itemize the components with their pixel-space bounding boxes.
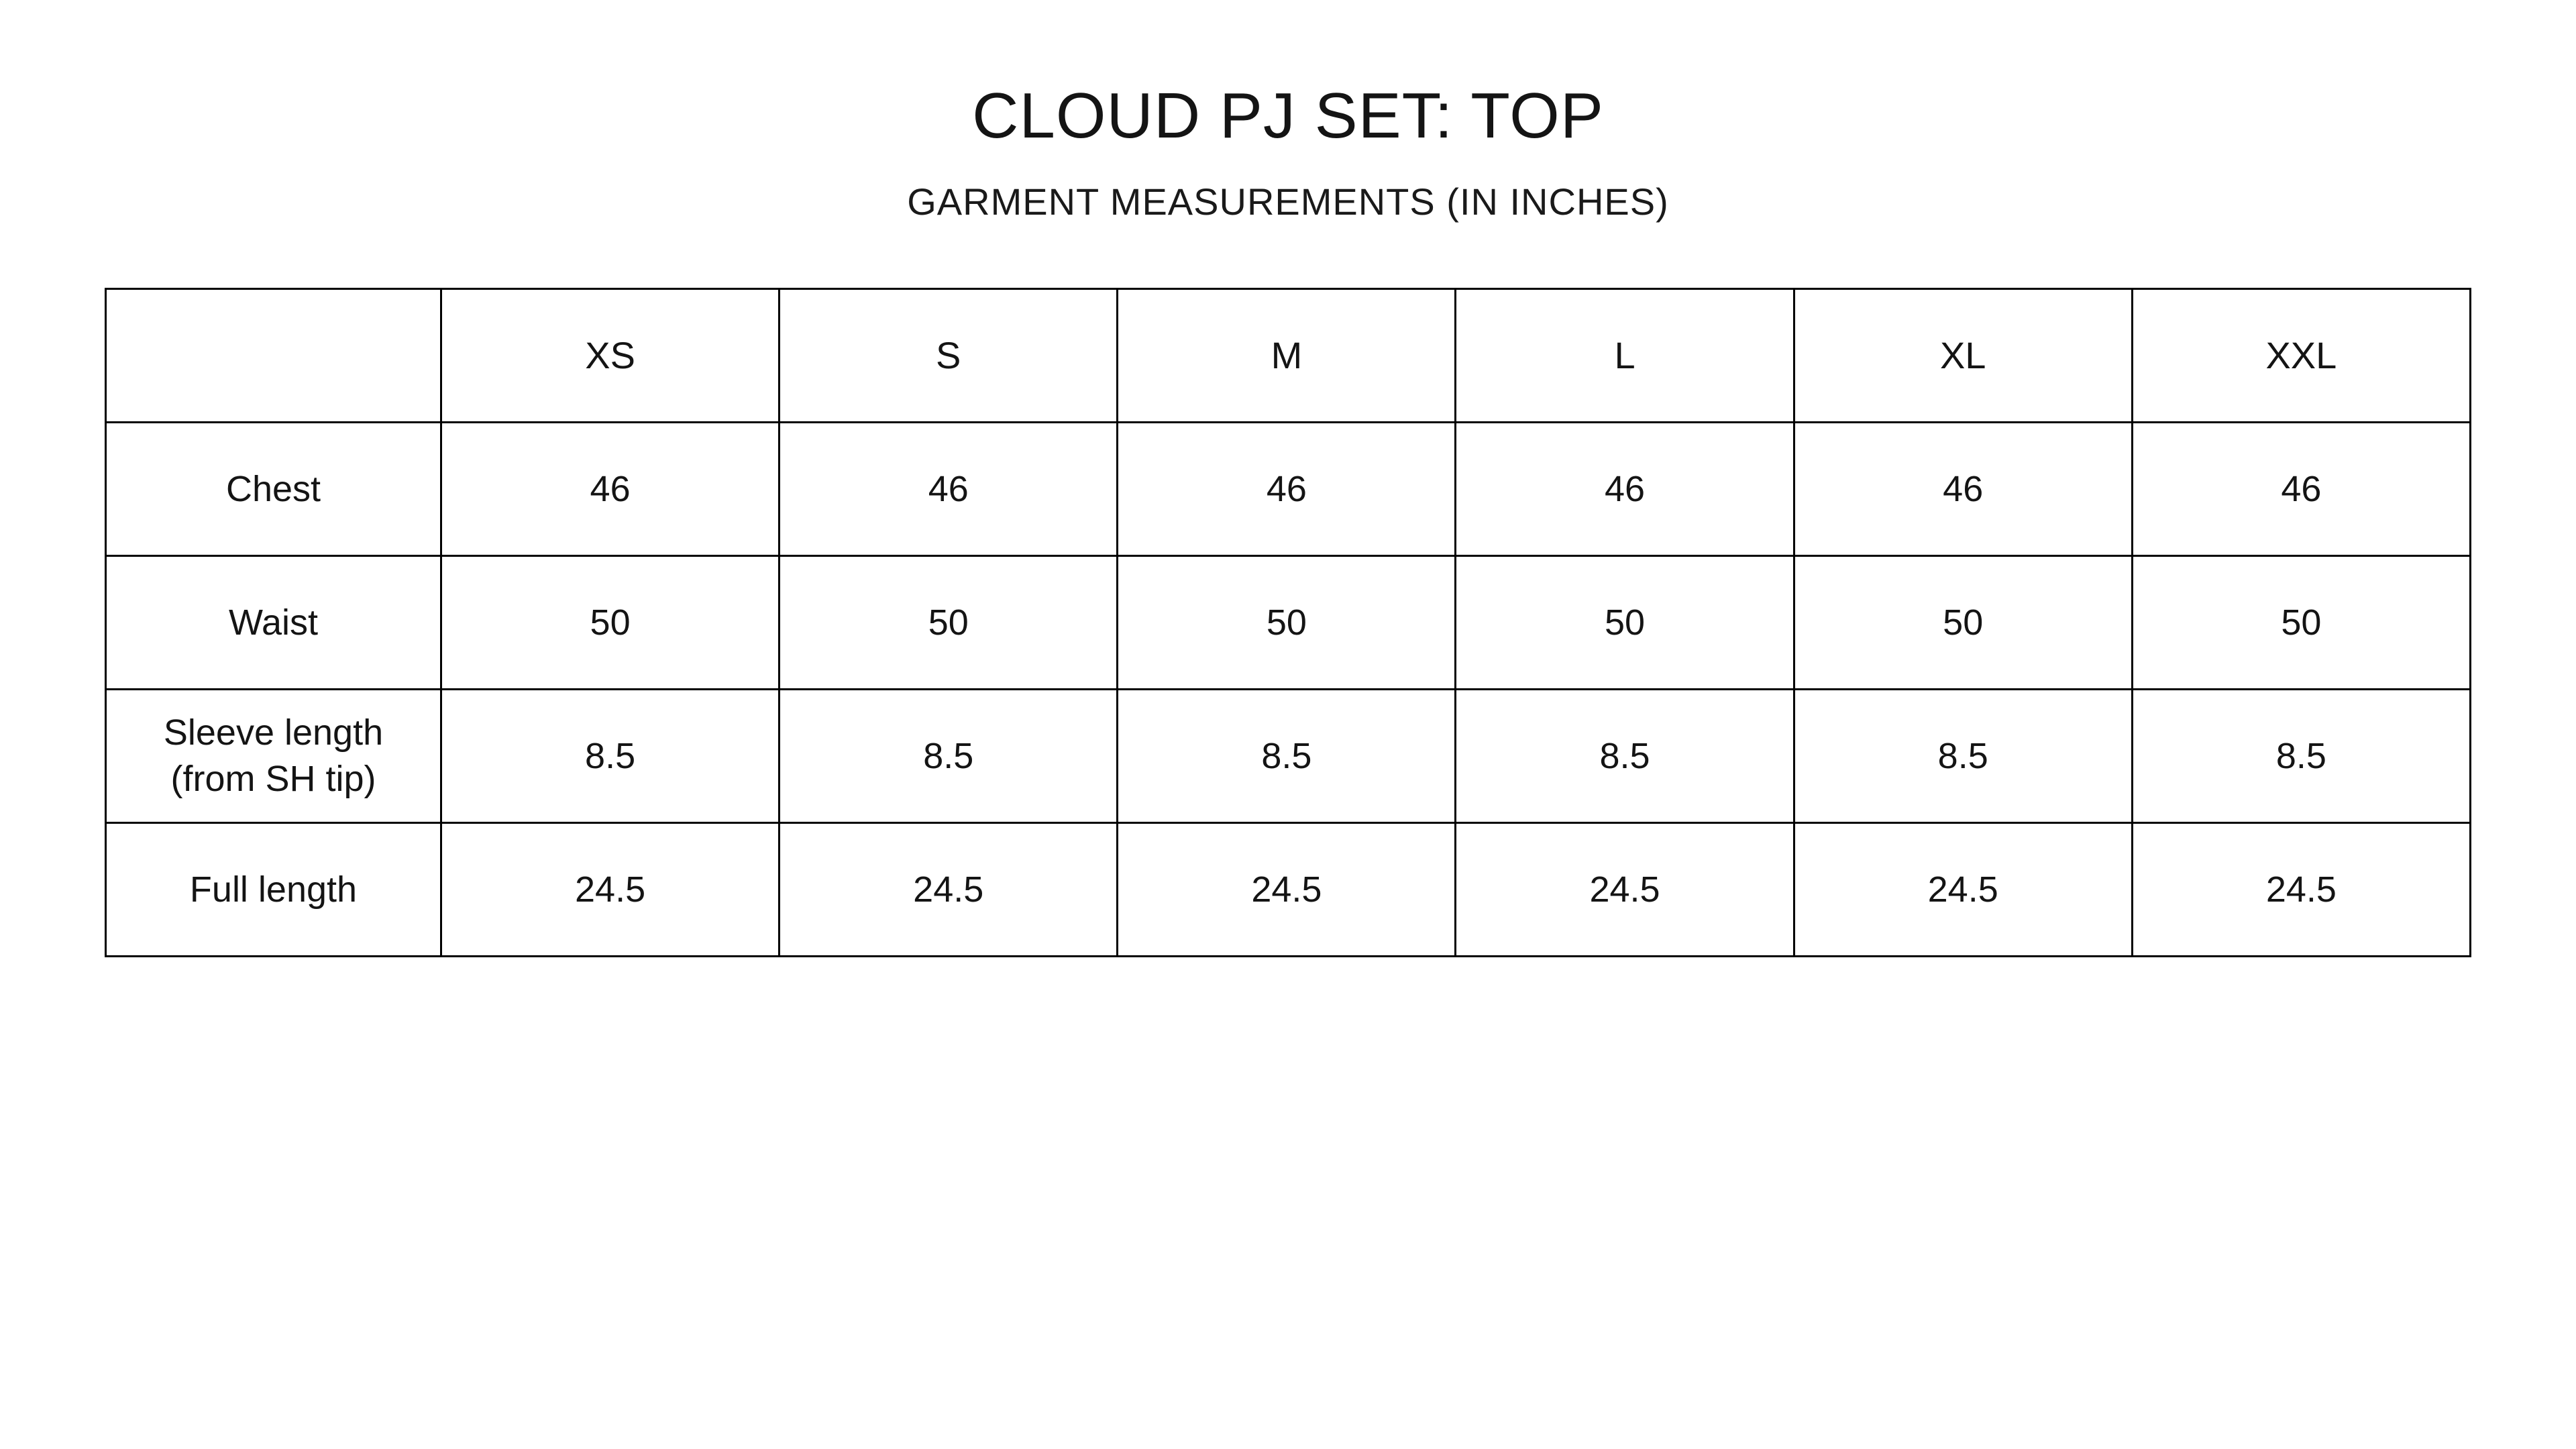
table-row	[106, 556, 2471, 690]
table-corner-cell	[106, 289, 441, 423]
cell-full-length-xxl: 24.5	[2132, 823, 2470, 957]
row-label-sleeve-length-line2: (from SH tip)	[170, 759, 376, 800]
cell-waist-s: 50	[780, 556, 1118, 690]
measurements-table-container	[105, 288, 2471, 957]
table-row	[106, 423, 2471, 556]
page-title: CLOUD PJ SET: TOP	[972, 80, 1604, 152]
table-row	[106, 823, 2471, 957]
cell-chest-xs: 46	[441, 423, 780, 556]
cell-sleeve-s: 8.5	[780, 690, 1118, 823]
cell-waist-l: 50	[1456, 556, 1794, 690]
column-header-xxl: XXL	[2132, 289, 2470, 423]
cell-sleeve-xs: 8.5	[441, 690, 780, 823]
cell-sleeve-xxl: 8.5	[2132, 690, 2470, 823]
cell-chest-xxl: 46	[2132, 423, 2470, 556]
row-label-chest: Chest	[106, 423, 441, 556]
table-row	[106, 690, 2471, 823]
column-header-l: L	[1456, 289, 1794, 423]
cell-sleeve-l: 8.5	[1456, 690, 1794, 823]
cell-sleeve-m: 8.5	[1118, 690, 1456, 823]
cell-waist-xs: 50	[441, 556, 780, 690]
cell-waist-xl: 50	[1794, 556, 2132, 690]
page-subtitle: GARMENT MEASUREMENTS (IN INCHES)	[907, 180, 1669, 223]
cell-full-length-xs: 24.5	[441, 823, 780, 957]
table-header	[106, 289, 2471, 423]
cell-chest-xl: 46	[1794, 423, 2132, 556]
column-header-m: M	[1118, 289, 1456, 423]
row-label-waist: Waist	[106, 556, 441, 690]
column-header-s: S	[780, 289, 1118, 423]
cell-chest-s: 46	[780, 423, 1118, 556]
cell-waist-m: 50	[1118, 556, 1456, 690]
cell-chest-m: 46	[1118, 423, 1456, 556]
row-label-sleeve-length	[106, 690, 441, 823]
cell-full-length-m: 24.5	[1118, 823, 1456, 957]
cell-full-length-xl: 24.5	[1794, 823, 2132, 957]
cell-chest-l: 46	[1456, 423, 1794, 556]
column-header-xl: XL	[1794, 289, 2132, 423]
cell-waist-xxl: 50	[2132, 556, 2470, 690]
row-label-sleeve-length-line1: Sleeve length	[163, 712, 384, 753]
table-header-row	[106, 289, 2471, 423]
cell-full-length-s: 24.5	[780, 823, 1118, 957]
table-body	[106, 423, 2471, 957]
cell-sleeve-xl: 8.5	[1794, 690, 2132, 823]
row-label-full-length: Full length	[106, 823, 441, 957]
column-header-xs: XS	[441, 289, 780, 423]
measurements-table	[105, 288, 2471, 957]
cell-full-length-l: 24.5	[1456, 823, 1794, 957]
